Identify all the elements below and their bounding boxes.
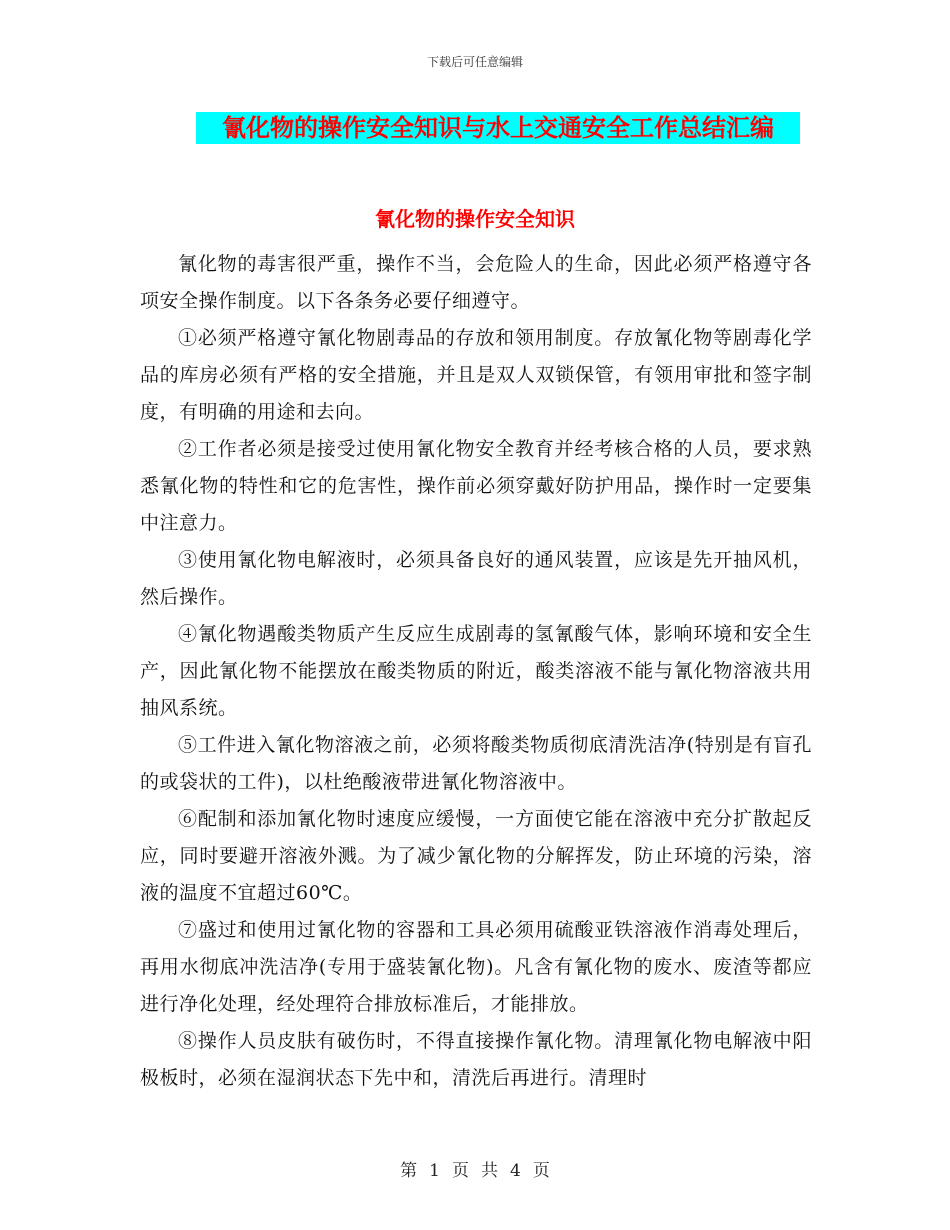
paragraph-rule-8: ⑧操作人员皮肤有破伤时，不得直接操作氰化物。清理氰化物电解液中阳极板时，必须在湿润状态下先中和，清洗后再进行。清理时 [140, 1030, 812, 1089]
footer-total-pages: 4 [510, 1161, 521, 1181]
paragraph-rule-4: ④氰化物遇酸类物质产生反应生成剧毒的氢氰酸气体，影响环境和安全生产，因此氰化物不能摆放在酸类物质的附近，酸类溶液不能与氰化物溶液共用抽风系统。 [140, 623, 812, 719]
document-title: 氰化物的操作安全知识与水上交通安全工作总结汇编 [196, 112, 800, 144]
footer-total-prefix: 共 [481, 1161, 498, 1181]
paragraph-rule-6: ⑥配制和添加氰化物时速度应缓慢，一方面使它能在溶液中充分扩散起反应，同时要避开溶液外溅。为了减少氰化物的分解挥发，防止环境的污染，溶液的温度不宜超过60℃。 [140, 808, 812, 904]
paragraph-rule-1: ①必须严格遵守氰化物剧毒品的存放和领用制度。存放氰化物等剧毒化学品的库房必须有严格的安全措施，并且是双人双锁保管，有领用审批和签字制度，有明确的用途和去向。 [140, 327, 812, 423]
footer-prefix: 第 [400, 1161, 418, 1181]
paragraph-rule-2: ②工作者必须是接受过使用氰化物安全教育并经考核合格的人员，要求熟悉氰化物的特性和它的危害性，操作前必须穿戴好防护用品，操作时一定要集中注意力。 [140, 438, 812, 534]
header-note: 下载后可任意编辑 [426, 55, 523, 69]
paragraph-rule-3: ③使用氰化物电解液时，必须具备良好的通风装置，应该是先开抽风机，然后操作。 [140, 549, 812, 608]
footer-page-unit: 页 [452, 1161, 469, 1181]
paragraph-intro: 氰化物的毒害很严重，操作不当，会危险人的生命，因此必须严格遵守各项安全操作制度。以下各条务必要仔细遵守。 [140, 253, 812, 312]
paragraph-rule-5: ⑤工件进入氰化物溶液之前，必须将酸类物质彻底清洗洁净(特别是有盲孔的或袋状的工件)，以杜绝酸液带进氰化物溶液中。 [140, 734, 812, 793]
page-footer [0, 1156, 950, 1181]
body-text [140, 246, 812, 1097]
section-title: 氰化物的操作安全知识 [375, 207, 575, 231]
paragraph-rule-7: ⑦盛过和使用过氰化物的容器和工具必须用硫酸亚铁溶液作消毒处理后，再用水彻底冲洗洁净(专用于盛装氰化物)。凡含有氰化物的废水、废渣等都应进行净化处理，经处理符合排放标准后，才能排放。 [140, 919, 812, 1015]
footer-total-unit: 页 [532, 1161, 550, 1181]
footer-page-number: 1 [429, 1161, 440, 1181]
